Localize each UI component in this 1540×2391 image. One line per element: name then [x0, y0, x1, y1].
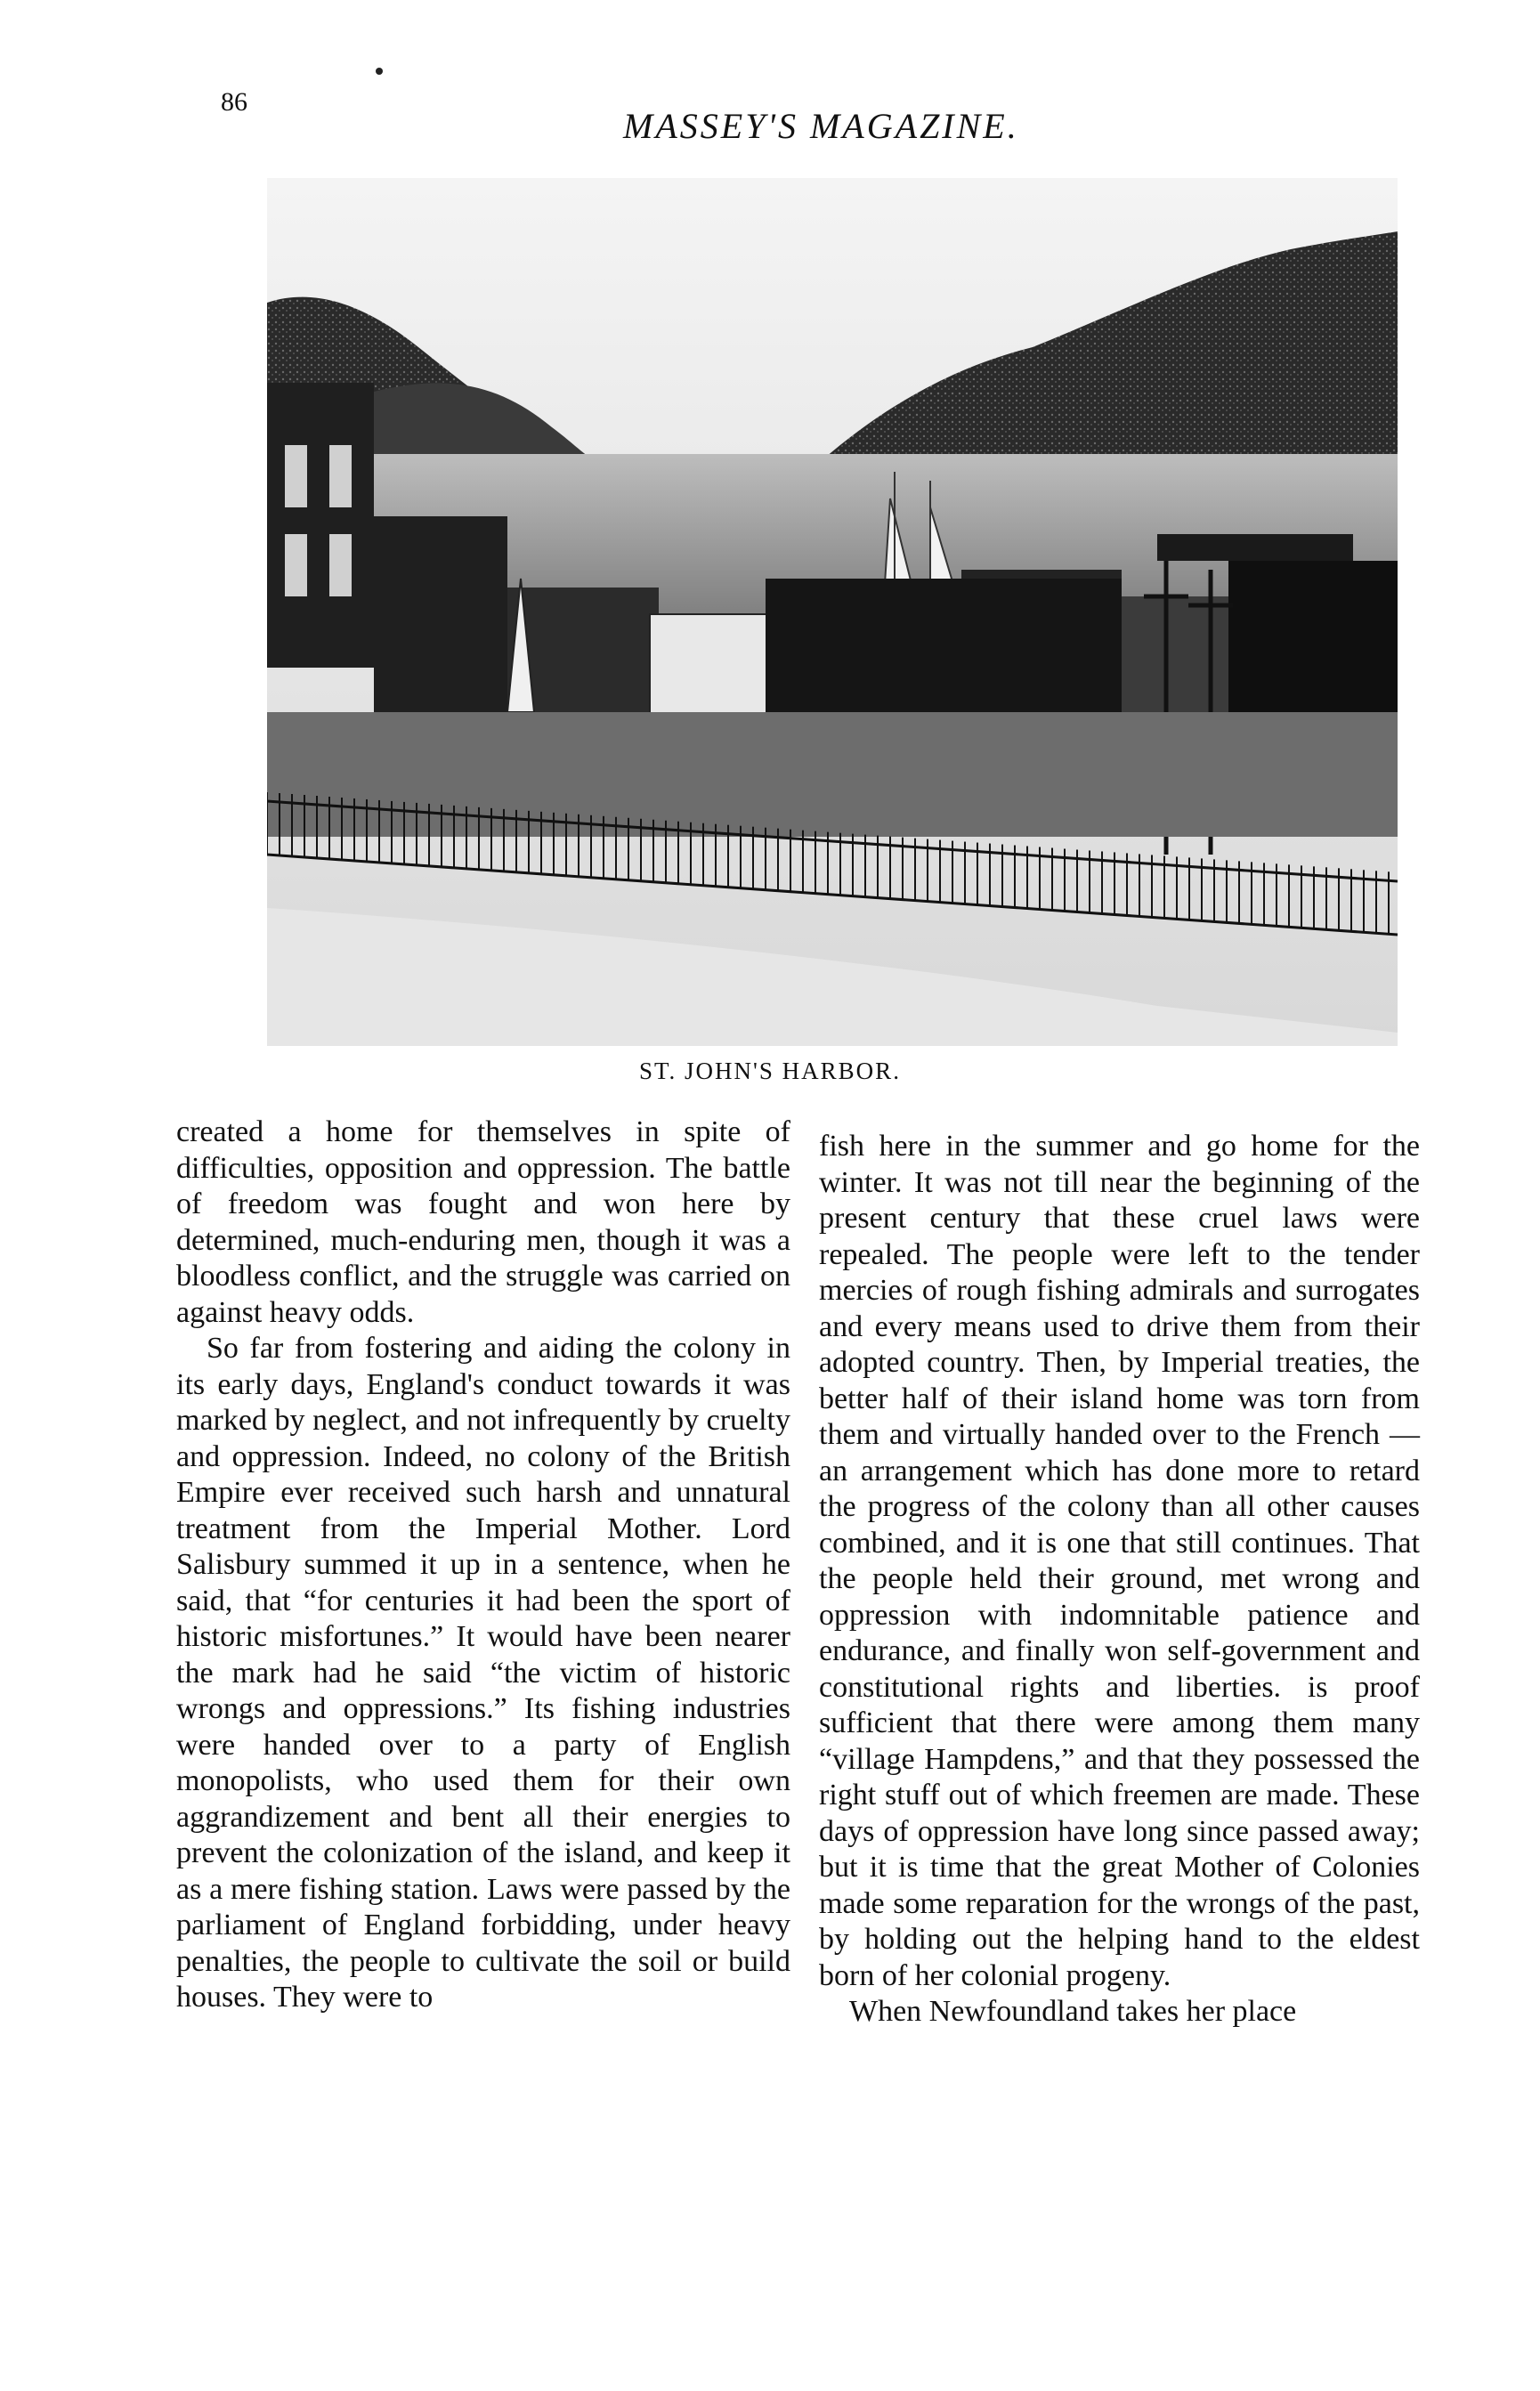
harbor-photo-drawing — [267, 178, 1398, 1046]
page-number: 86 — [221, 87, 247, 117]
right-paragraph-1: fish here in the summer and go home for the winter. It was not till near the beginning of the present century that these cruel laws were repealed. The people were left to the tender mercies of rough fishing admirals and surrogates and every means used to drive them from their adopted country. Then, by Imperial treaties, the better half of their island home was torn from them and virtually handed over to the French —an arrangement which has done more to retard the progress of the colony than all other causes combined, and it is one that still continues. That the people held their ground, met wrong and oppression with indomnitable patience and endurance, and finally won self-government and constitutional rights and liberties. is proof sufficient that there were among them many “village Hampdens,” and that they possessed the right stuff out of which freemen are made. These days of oppression have long since passed away; but it is time that the great Mother of Colonies made some reparation for the wrongs of the past, by holding out the helping hand to the eldest born of her colonial progeny. — [819, 1130, 1420, 1992]
right-paragraph-2: When Newfoundland takes her place — [849, 1995, 1297, 2028]
photo-caption: ST. JOHN'S HARBOR. — [639, 1058, 901, 1084]
left-paragraph-2: So far from fostering and aiding the colony in its early days, England's conduct towards it was marked by neglect, and not infrequently by cruelty and oppression. Indeed, no colony of the British Empire ever received such harsh and unnatural treatment from the Imperial Mother. Lord Salisbury summed it up in a sentence, when he said, that “for centuries it had been the sport of historic misfortunes.” It would have been nearer the mark had he said “the victim of historic wrongs and oppressions.” Its fishing industries were handed over to a party of English monopolists, who used them for their own aggrandizement and bent all their energies to prevent the colonization of the island, and keep it as a mere fishing station. Laws were passed by the parliament of England forbidding, under heavy penalties, the people to cultivate the soil or build houses. They were to — [176, 1332, 790, 2014]
right-text-column — [819, 1129, 1420, 2030]
lower-yard — [267, 712, 1398, 837]
steamer-2 — [1157, 534, 1353, 561]
harbor-photograph — [267, 178, 1398, 1046]
running-head: MASSEY'S MAGAZINE. — [623, 106, 1019, 146]
left-text-column — [176, 1114, 790, 2016]
left-paragraph-1: created a home for themselves in spite of difficulties, opposition and oppression. The battle of freedom was fought and won here by determined, much-enduring men, though it was a bloodless conflict, and the struggle was carried on against heavy odds. — [176, 1115, 790, 1329]
ink-mark — [376, 68, 383, 75]
